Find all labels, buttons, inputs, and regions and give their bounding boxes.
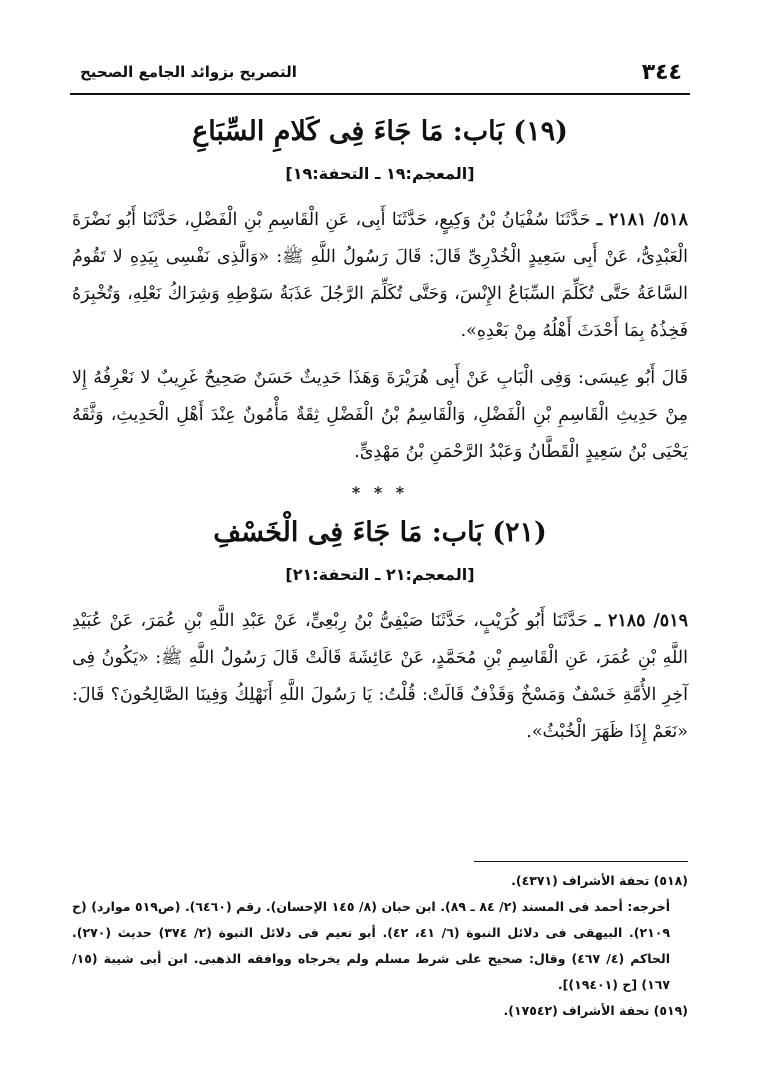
footnote-519-title: (٥١٩) تحفة الأشراف (١٧٥٤٢). [503, 1003, 688, 1018]
chapter-reference-21: [المعجم:٢١ ـ التحفة:٢١] [285, 565, 475, 584]
chapter-title-19: (١٩) بَاب: مَا جَاءَ فِى كَلامِ السِّبَاعِ [192, 116, 568, 147]
running-header [70, 60, 690, 90]
running-title: التصريح بزوائد الجامع الصحيح [80, 63, 297, 81]
commentary-abu-isa: قَالَ أَبُو عِيسَى: وَفِى الْبَابِ عَنْ أَبِى هُرَيْرَةَ وَهَذَا حَدِيثٌ حَسَنٌ صَحِيحٌ غَرِيبٌ لا نَعْرِفُهُ إِلا مِنْ حَدِيثِ الْقَاسِمِ بْنِ الْفَضْلِ، وَالْقَاسِمُ بْنُ الْفَضْلِ ثِقَةٌ مَأْمُونٌ عِنْدَ أَهْلِ الْحَدِيثِ، وَثَّقَهُ يَحْيَى بْنُ سَعِيدٍ الْقَطَّانُ وَعَبْدُ الرَّحْمَنِ بْنُ مَهْدِىٍّ. [72, 368, 688, 462]
hadith-518 [72, 202, 688, 350]
main-content [72, 112, 688, 761]
footnotes [72, 868, 688, 1024]
hadith-number: ٥١٨/ ٢١٨١ ـ [596, 210, 688, 230]
chapter-title-21: (٢١) بَاب: مَا جَاءَ فِى الْخَسْفِ [213, 517, 547, 548]
header-rule [70, 93, 690, 95]
chapter-reference-19: [المعجم:١٩ ـ التحفة:١٩] [285, 164, 475, 183]
hadith-text: حَدَّثَنَا سُفْيَانُ بْنُ وَكِيعٍ، حَدَّثَنَا أَبِى، عَنِ الْقَاسِمِ بْنِ الْفَضْلِ، حَدَّثَنَا أَبُو نَضْرَةَ الْعَبْدِىُّ، عَنْ أَبِى سَعِيدٍ الْخُدْرِىِّ قَالَ: قَالَ رَسُولُ اللَّهِ ﷺ: «وَالَّذِى نَفْسِى بِيَدِهِ لا تَقُومُ السَّاعَةُ حَتَّى تُكَلِّمَ السِّبَاعُ الإِنْسَ، وَحَتَّى تُكَلِّمَ الرَّجُلَ عَذَبَةُ سَوْطِهِ وَشِرَاكُ نَعْلِهِ، وَتُخْبِرَهُ فَخِذُهُ بِمَا أَحْدَثَ أَهْلُهُ مِنْ بَعْدِهِ». [72, 210, 688, 341]
section-separator: * * * [351, 483, 409, 502]
footnote-518-title: (٥١٨) تحفة الأشراف (٤٣٧١). [511, 873, 688, 888]
hadith-number: ٥١٩/ ٢١٨٥ ـ [595, 611, 688, 631]
hadith-text: حَدَّثَنَا أَبُو كُرَيْبٍ، حَدَّثَنَا صَيْفِىُّ بْنُ رِبْعِىٍّ، عَنْ عَبْدِ اللَّهِ بْنِ عُمَرَ، عَنْ عُبَيْدِ اللَّهِ بْنِ عُمَرَ، عَنِ الْقَاسِمِ بْنِ مُحَمَّدٍ، عَنْ عَائِشَةَ قَالَتْ قَالَ رَسُولُ اللَّهِ ﷺ: «يَكُونُ فِى آخِرِ الأُمَّةِ خَسْفٌ وَمَسْخٌ وَقَذْفٌ قَالَتْ: قُلْتُ: يَا رَسُولَ اللَّهِ أَنَهْلِكُ وَفِينَا الصَّالِحُونَ؟ قَالَ: «نَعَمْ إِذَا ظَهَرَ الْخُبْثُ». [72, 611, 688, 742]
hadith-519 [72, 603, 688, 751]
footnote-rule [474, 861, 688, 862]
footnote-518-body: أخرجه: أحمد فى المسند (٢/ ٨٤ ـ ٨٩). ابن حبان (٨/ ١٤٥ الإحسان). رقم (٦٤٦٠). (ص٥١٩ موارد) (ح ٢١٠٩). البيهقى فى دلائل النبوة (٦/ ٤١، ٤٢). أبو نعيم فى دلائل النبوة (٢/ ٣٧٤) حديث (٢٧٠). الحاكم (٤/ ٤٦٧) وقال: صحيح على شرط مسلم ولم يخرجاه ووافقه الذهبى. ابن أبى شيبة (١٥/ ١٦٧) [ح (١٩٤٠١)]. [72, 899, 670, 992]
page-number: ٣٤٤ [641, 60, 682, 85]
